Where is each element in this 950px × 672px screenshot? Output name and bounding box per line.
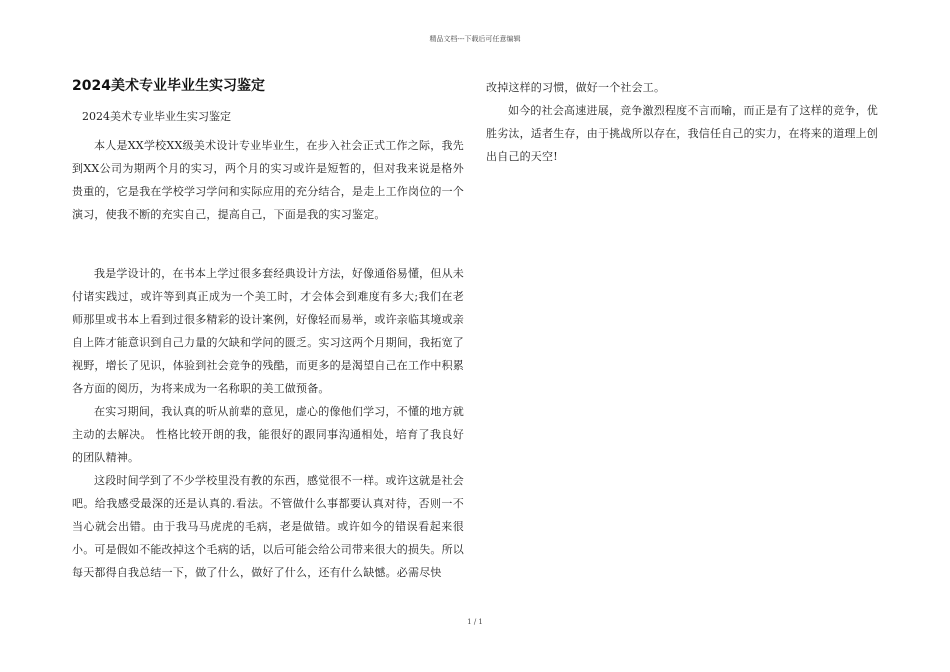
- document-title: 2024美术专业毕业生实习鉴定: [72, 78, 265, 94]
- paragraph-gap: [72, 226, 464, 262]
- paragraph-conclusion: 如今的社会高速进展，竞争激烈程度不言而喻，而正是有了这样的竞争，优胜劣汰，适者生存，由于挑战所以存在，我信任自己的实力，在将来的道理上创出自己的天空!: [486, 104, 878, 163]
- paragraph-lessons-learned: 这段时间学到了不少学校里没有教的东西，感觉很不一样。或许这就是社会吧。给我感受最深的还是认真的.看法。不管做什么事都要认真对待，否则一不当心就会出错。由于我马马虎虎的毛病，老是做错。或许如今的错误看起来很小。可是假如不能改掉这个毛病的话，以后可能会给公司带来很大的损失。所以每天都得自我总结一下，做了什么，做好了什么，还有什么缺憾。必需尽快: [72, 474, 464, 579]
- paragraph-intro: 本人是XX学校XX级美术设计专业毕业生，在步入社会正式工作之际，我先到XX公司为期两个月的实习，两个月的实习或许是短暂的，但对我来说是格外贵重的，它是我在学校学习学问和实际应用的充分结合，是走上工作岗位的一个演习，使我不断的充实自己，提高自己，下面是我的实习鉴定。: [72, 139, 464, 221]
- left-column: [72, 76, 464, 584]
- page-number: 1 / 1: [467, 618, 483, 626]
- page-header: 精品文档---下载后可任意编辑: [429, 35, 521, 43]
- paragraph-design-study: 我是学设计的，在书本上学过很多套经典设计方法，好像通俗易懂，但从未付诸实践过，或许等到真正成为一个美工时，才会体会到难度有多大;我们在老师那里或书本上看到过很多精彩的设计案例，好像轻而易举，或许亲临其境或亲自上阵才能意识到自己力量的欠缺和学问的匮乏。实习这两个月期间，我拓宽了视野，增长了见识，体验到社会竞争的残酷，而更多的是渴望自己在工作中积累各方面的阅历，为将来成为一名称职的美工做预备。: [72, 267, 464, 395]
- paragraph-continuation: 改掉这样的习惯，做好一个社会工。: [486, 81, 666, 94]
- document-subtitle: 2024美术专业毕业生实习鉴定: [82, 110, 231, 123]
- paragraph-internship-attitude: 在实习期间，我认真的听从前辈的意见，虚心的像他们学习，不懂的地方就主动的去解决。 性格比较开朗的我，能很好的跟同事沟通相处，培育了我良好的团队精神。: [72, 405, 464, 464]
- right-column: [486, 76, 878, 168]
